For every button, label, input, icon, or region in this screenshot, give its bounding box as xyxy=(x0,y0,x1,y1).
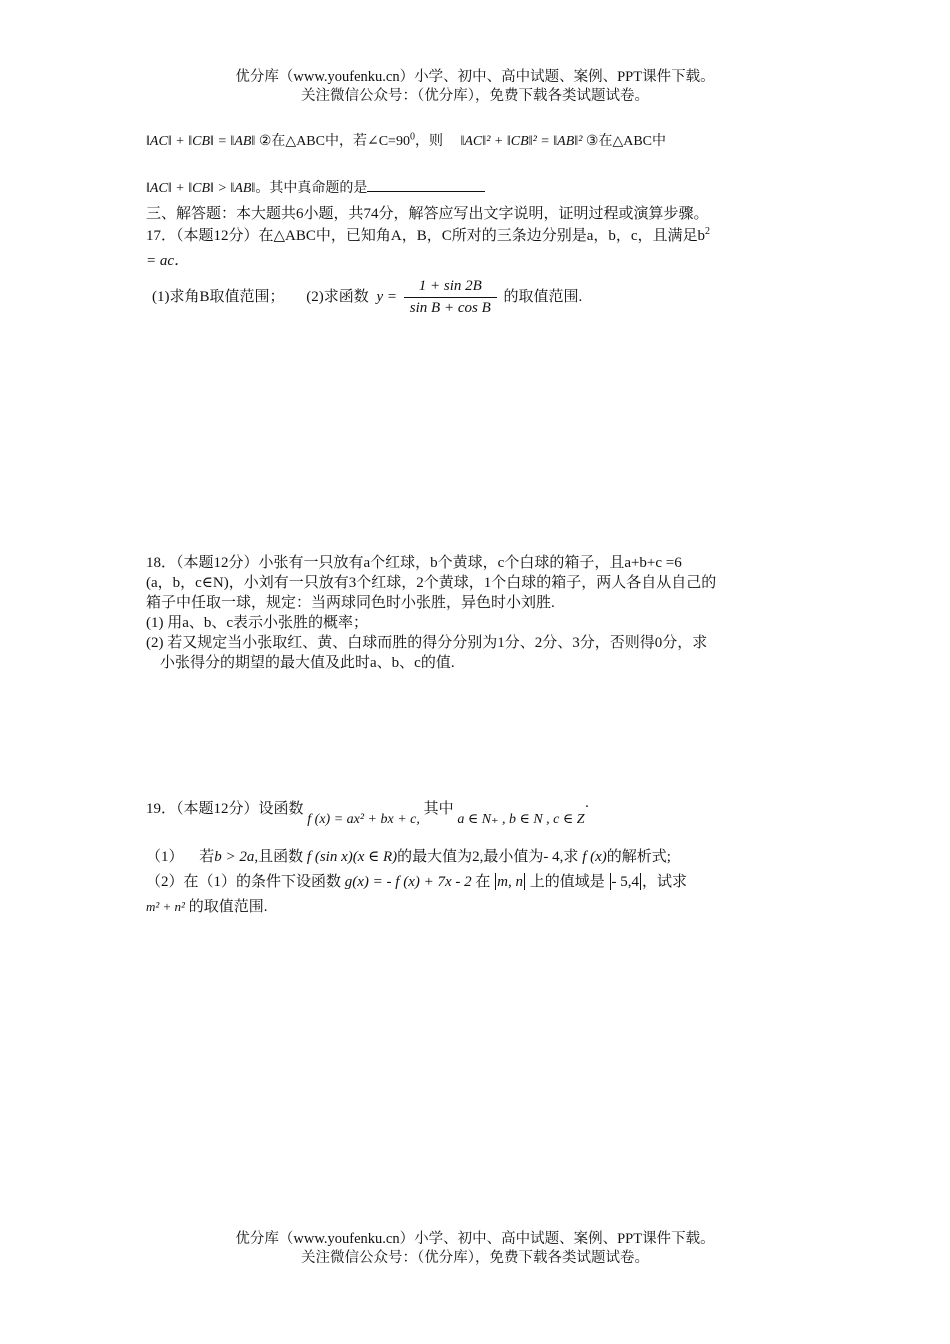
q17-fraction-numerator: 1 + sin 2B xyxy=(404,278,497,298)
q17-part-2-suffix: 的取值范围. xyxy=(503,288,583,305)
q19-part-1-find: ,求 xyxy=(559,849,579,865)
q19-part-1-min-value: - 4 xyxy=(543,849,560,865)
q19-function-def: f (x) = ax² + bx + c, xyxy=(307,812,420,827)
q19-part-2-tail: 的取值范围. xyxy=(188,899,268,915)
q19-part-1-fx: f (x) xyxy=(582,849,607,865)
q19-part-2-range-text: 上的值域是 xyxy=(529,874,605,890)
statement-row-2 xyxy=(146,177,485,197)
q17-fraction xyxy=(404,278,497,317)
q18-part-2-cont: 小张得分的期望的最大值及此时a、b、c的值. xyxy=(160,655,455,671)
q17-line-1 xyxy=(146,226,710,246)
q17-part-1: (1)求角B取值范围； xyxy=(152,288,285,305)
q18-line-1: 18．（本题12分）小张有一只放有a个红球，b个黄球，c个白球的箱子，且a+b+c =6 xyxy=(146,555,682,571)
q19-part-1-if: 若 xyxy=(199,849,215,865)
q19-part-2-interval: m, n xyxy=(497,874,523,890)
q18-part-1: (1) 用a、b、c表示小张胜的概率； xyxy=(146,615,369,631)
answer-blank xyxy=(367,177,485,192)
q19-part-1-and: ,且函数 xyxy=(254,849,304,865)
page-footer xyxy=(0,1230,950,1268)
q19-part-2-range: - 5,4 xyxy=(611,874,639,890)
q19-part-2-cont xyxy=(146,895,267,916)
statement-3-equation: ‖AC‖ + ‖CB‖ > ‖AB‖ xyxy=(146,181,256,196)
q19-part-2-gx: g(x) = - f (x) + 7x - 2 xyxy=(344,874,472,890)
q17-exponent: 2 xyxy=(705,226,711,237)
q19-where: 其中 xyxy=(423,801,454,817)
q18-line-3: 箱子中任取一球，规定：当两球同色时小张胜，异色时小刘胜. xyxy=(146,595,555,611)
header-line-1: 优分库（www.youfenku.cn）小学、初中、高中试题、案例、PPT课件下载。 xyxy=(235,69,715,85)
q17-parts xyxy=(152,278,582,317)
q19-part-2-try: ，试求 xyxy=(642,874,688,890)
q17-stem: 17．（本题12分）在△ABC中，已知角A，B，C所对的三条边分别是a，b，c，且满足b xyxy=(146,228,706,244)
q19-line-1: 19．（本题12分）设函数 f (x) = ax² + bx + c, 其中 a ∈ N₊ , b ∈ N , c ∈ Z· xyxy=(146,799,590,827)
footer-line-2: 关注微信公众号：（优分库），免费下载各类试题试卷。 xyxy=(301,1250,649,1266)
header-line-2: 关注微信公众号：（优分库），免费下载各类试题试卷。 xyxy=(301,88,649,104)
statement-row-1 xyxy=(146,130,666,150)
q19-part-1-label: （1） xyxy=(146,849,184,865)
q19-part-1-condition: b > 2a xyxy=(214,849,255,865)
statement-2-equation: ‖AC‖² + ‖CB‖² = ‖AB‖² xyxy=(460,134,583,149)
page-header xyxy=(0,68,950,106)
statement-2-degree: 0 xyxy=(409,131,415,143)
section-3-heading: 三、解答题：本大题共6小题，共74分，解答应写出文字说明，证明过程或演算步骤。 xyxy=(146,206,709,222)
q19-part-1-composite: f (sin x)(x ∈ R) xyxy=(306,849,398,865)
q19-part-1-extrema: 的最大值为2,最小值为 xyxy=(397,849,544,865)
q19-conditions: a ∈ N₊ , b ∈ N , c ∈ Z xyxy=(457,812,585,827)
statement-3-text: ③在△ABC中 xyxy=(585,134,667,149)
q19-part-2-on: 在 xyxy=(475,874,491,890)
q18-line-2: (a，b，c∈N)，小刘有一只放有3个红球，2个黄球，1个白球的箱子，两人各自从自己的 xyxy=(146,575,717,591)
q17-fraction-denominator: sin B + cos B xyxy=(409,300,491,316)
q19-part-1 xyxy=(146,845,671,866)
statement-3-tail: 。其中真命题的是 xyxy=(255,181,368,196)
q17-y-equals: y = xyxy=(376,288,398,305)
q19-part-2-expression: m² + n² xyxy=(146,899,185,914)
footer-line-1: 优分库（www.youfenku.cn）小学、初中、高中试题、案例、PPT课件下载。 xyxy=(235,1231,715,1247)
q17-part-2-prefix: (2)求函数 xyxy=(306,288,369,305)
q19-part-1-tail: 的解析式; xyxy=(606,849,671,865)
q19-part-2 xyxy=(146,870,687,891)
statement-1-equation: ‖AC‖ + ‖CB‖ = ‖AB‖ xyxy=(146,134,256,149)
statement-2-then: ，则 xyxy=(414,134,443,149)
q19-part-2-stem: （2）在（1）的条件下设函数 xyxy=(146,874,342,890)
statement-2-text: ②在△ABC中，若∠C=90 xyxy=(258,134,410,149)
q19-stem: 19．（本题12分）设函数 xyxy=(146,801,304,817)
q18-part-2: (2) 若又规定当小张取红、黄、白球而胜的得分分别为1分、2分、3分，否则得0分，求 xyxy=(146,635,708,651)
q17-line-2: = ac． xyxy=(146,253,190,269)
